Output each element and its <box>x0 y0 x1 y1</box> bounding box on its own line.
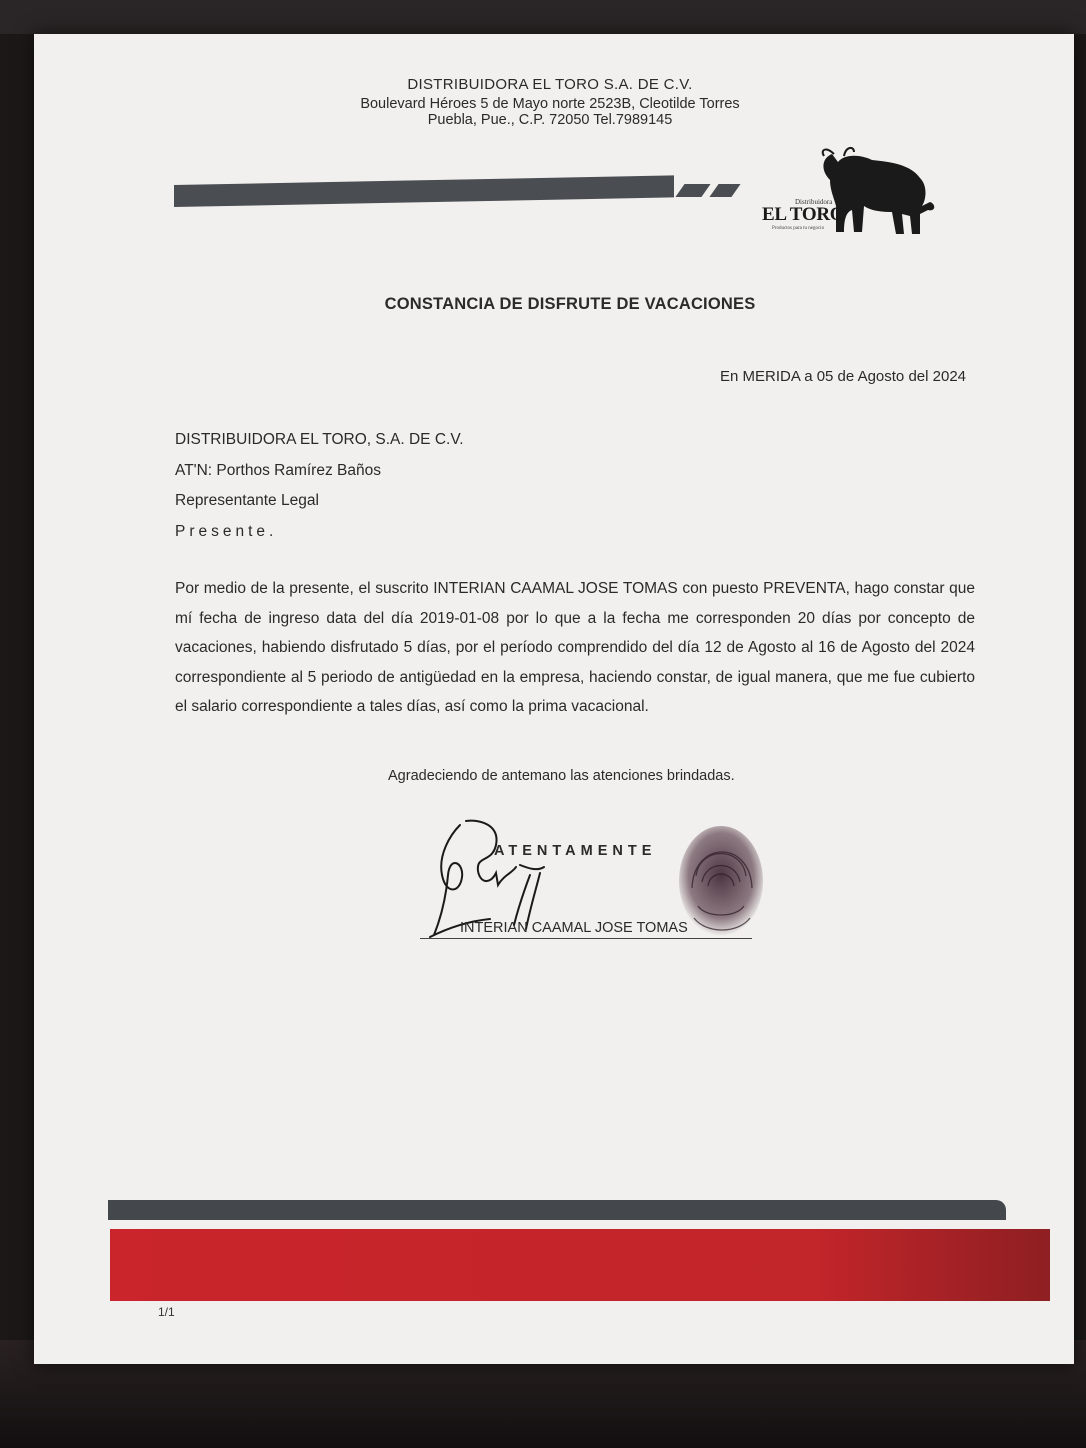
fingerprint-mark <box>676 826 766 946</box>
logo-subtitle: Distribuidora <box>795 198 833 206</box>
recipient-role: Representante Legal <box>175 492 319 509</box>
address-line-2: Puebla, Pue., C.P. 72050 Tel.7989145 <box>427 112 673 128</box>
logo-tagline: Productos para tu negocio <box>772 226 825 231</box>
footer-divider-bar <box>108 1200 1006 1220</box>
logo-name: EL TORO <box>762 204 845 225</box>
page-number: 1/1 <box>158 1305 175 1319</box>
signer-name: INTERIAN CAAMAL JOSE TOMAS <box>460 920 688 936</box>
background-edge <box>0 0 1086 34</box>
document-title: CONSTANCIA DE DISFRUTE DE VACACIONES <box>384 295 756 313</box>
signature-salutation: ATENTAMENTE <box>494 843 657 859</box>
closing-line: Agradeciendo de antemano las atenciones brindadas. <box>388 768 735 784</box>
address-line-1: Boulevard Héroes 5 de Mayo norte 2523B, Cleotilde Torres <box>360 96 740 112</box>
letterhead <box>300 76 800 128</box>
place-date: En MERIDA a 05 de Agosto del 2024 <box>720 368 966 385</box>
footer-red-band <box>110 1229 1050 1301</box>
recipient-company: DISTRIBUIDORA EL TORO, S.A. DE C.V. <box>175 431 464 448</box>
recipient-greeting: Presente. <box>175 522 278 540</box>
recipient-block <box>175 425 464 547</box>
recipient-attention: AT'N: Porthos Ramírez Baños <box>175 461 381 479</box>
company-name: DISTRIBUIDORA EL TORO S.A. DE C.V. <box>407 76 693 93</box>
body-paragraph: Por medio de la presente, el suscrito INTERIAN CAAMAL JOSE TOMAS con puesto PREVENTA, hago constar que mí fecha de ingreso data del día 2019-01-08 por lo que a la fecha me corresponden 20 días por concepto de vacaciones, habiendo disfrutado 5 días, por el período comprendido del día 12 de Agosto al 16 de Agosto del 2024 correspondiente al 5 periodo de antigüedad en la empresa, haciendo constar, de igual manera, que me fue cubierto el salario correspondiente a tales días, así como la prima vacacional. <box>175 580 975 715</box>
signature-line <box>420 938 752 939</box>
